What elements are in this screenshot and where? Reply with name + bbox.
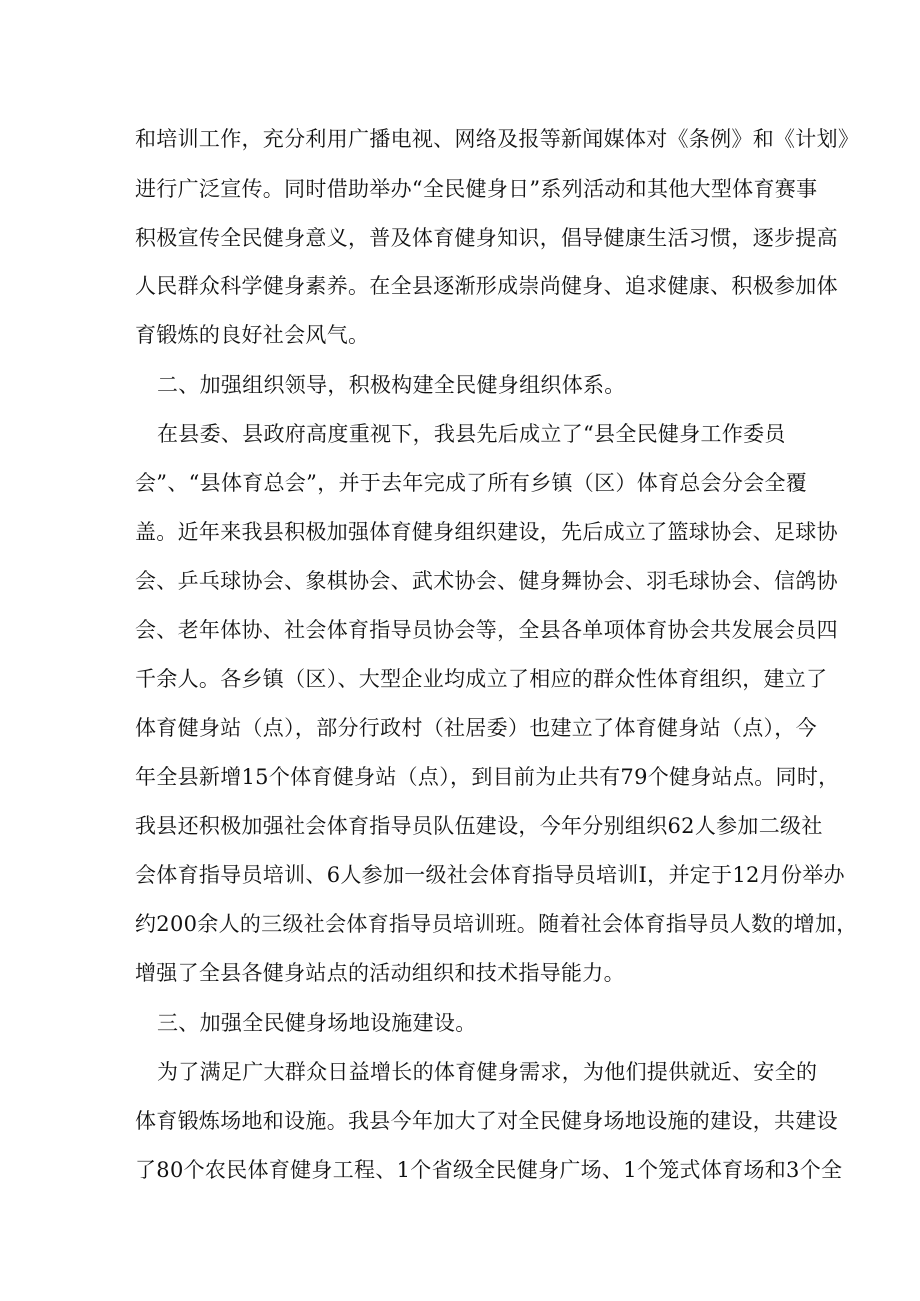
text-line: 进行广泛宣传。同时借助举办“全民健身日”系列活动和其他大型体育赛事 [135, 177, 818, 201]
section-heading: 二、加强组织领导，积极构建全民健身组织体系。 [157, 373, 626, 397]
text-line: 会、老年体协、社会体育指导员协会等，全县各单项体育协会共发展会员四 [135, 618, 838, 642]
text-line: 人民群众科学健身素养。在全县逐渐形成崇尚健身、追求健康、积极参加体 [135, 274, 838, 298]
text-line: 和培训工作，充分利用广播电视、网络及报等新闻媒体对《条例》和《计划》 [135, 127, 860, 151]
text-line: 在县委、县政府高度重视下，我县先后成立了“县全民健身工作委员 [157, 422, 786, 446]
text-line: 增强了全县各健身站点的活动组织和技术指导能力。 [135, 961, 625, 985]
text-line: 年全县新增15个体育健身站（点），到目前为止共有79个健身站点。同时， [135, 765, 840, 789]
text-line: 约200余人的三级社会体育指导员培训班。随着社会体育指导员人数的增加， [135, 912, 858, 936]
text-line: 会体育指导员培训、6人参加一级社会体育指导员培训I，并定于12月份举办 [135, 863, 845, 887]
text-line: 体育锻炼场地和设施。我县今年加大了对全民健身场地设施的建设，共建设 [135, 1109, 838, 1133]
text-line: 千余人。各乡镇（区）、大型企业均成立了相应的群众性体育组织，建立了 [135, 667, 828, 691]
text-line: 为了满足广大群众日益增长的体育健身需求，为他们提供就近、安全的 [157, 1060, 818, 1084]
text-line: 我县还积极加强社会体育指导员队伍建设，今年分别组织62人参加二级社 [135, 814, 823, 838]
text-line: 会、乒乓球协会、象棋协会、武术协会、健身舞协会、羽毛球协会、信鸽协 [135, 569, 838, 593]
text-line: 体育健身站（点），部分行政村（社居委）也建立了体育健身站（点），今 [135, 716, 817, 740]
section-heading: 三、加强全民健身场地设施建设。 [157, 1011, 477, 1035]
text-line: 会”、“县体育总会”，并于去年完成了所有乡镇（区）体育总会分会全覆 [135, 471, 808, 495]
text-line: 盖。近年来我县积极加强体育健身组织建设，先后成立了篮球协会、足球协 [135, 520, 838, 544]
text-line: 积极宣传全民健身意义，普及体育健身知识，倡导健康生活习惯，逐步提高 [135, 226, 838, 250]
text-line: 了80个农民体育健身工程、1个省级全民健身广场、1个笼式体育场和3个全 [135, 1158, 843, 1182]
text-line: 育锻炼的良好社会风气。 [135, 323, 370, 347]
